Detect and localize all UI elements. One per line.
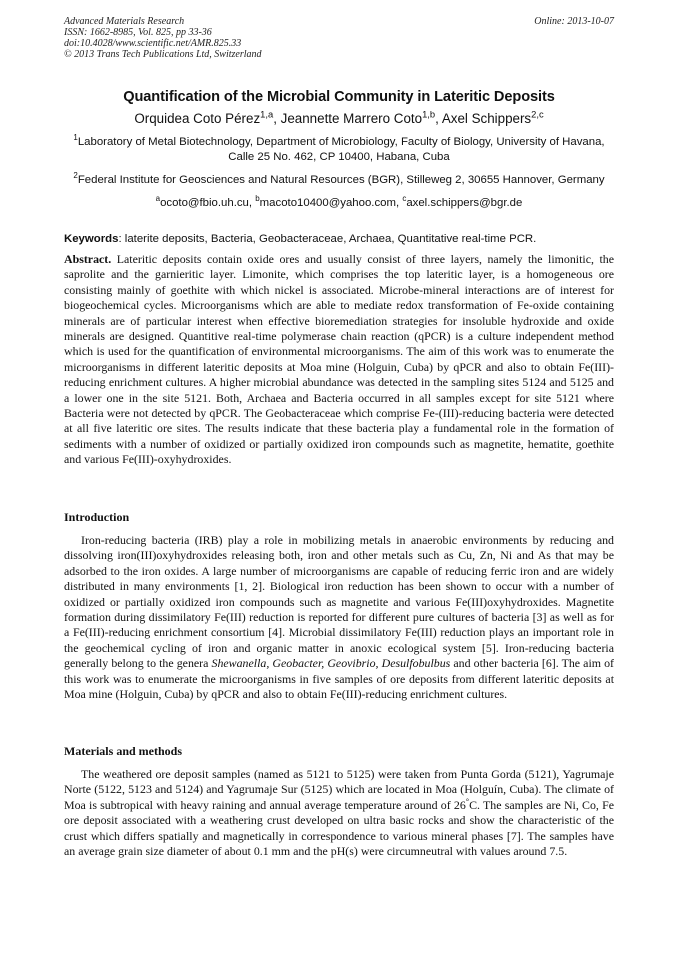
abstract-label: Abstract. <box>64 252 112 266</box>
author-affiliation-mark: 1,b <box>422 109 436 120</box>
email-mark: b <box>255 194 260 204</box>
author-separator: , <box>273 111 281 126</box>
degree-mark: ° <box>465 796 470 806</box>
author-name: Orquidea Coto Pérez <box>134 111 261 126</box>
journal-header <box>64 16 262 60</box>
author-list <box>64 110 614 127</box>
keywords-label: Keywords <box>64 233 119 245</box>
introduction-text: and other bacteria [6]. The aim of this work was to enumerate the microorganisms in five samples of ore deposits from different lateritic deposits at Moa mine (Holguin, Cuba) by qPCR and also to obtain Fe(III)-reducing enrichment cultures. <box>64 656 615 702</box>
materials-heading: Materials and methods <box>64 744 182 758</box>
introduction-heading: Introduction <box>64 510 130 524</box>
author-affiliation-mark: 2,c <box>531 109 544 120</box>
journal-copyright: © 2013 Trans Tech Publications Ltd, Switzerland <box>64 49 262 60</box>
title-block <box>64 88 614 211</box>
online-date: Online: 2013-10-07 <box>534 16 614 27</box>
affiliation-mark: 2 <box>73 171 78 181</box>
introduction-paragraph <box>64 533 614 702</box>
materials-text: C. The samples are Ni, Co, Fe ore deposit associated with a weathering crust developed on ultra basic rocks and show the characteristic of the crust which differs spatially and magnetically in correspondence to various mineral phases [7]. The samples have an average grain size diameter of about 0.1 mm and the pH(s) were circumneutral with values around 7.5. <box>64 797 614 859</box>
affiliation-1 <box>64 135 614 165</box>
author-separator: , <box>435 111 442 126</box>
materials-paragraph <box>64 767 614 859</box>
email-mark: a <box>155 194 161 204</box>
genera-italic: Shewanella, Geobacter, Geovibrio, Desulfobulbus <box>211 656 451 671</box>
journal-issn: ISSN: 1662-8985, Vol. 825, pp 33-36 <box>64 27 212 38</box>
journal-name: Advanced Materials Research <box>64 16 185 27</box>
affiliation-text: Laboratory of Metal Biotechnology, Department of Microbiology, Faculty of Biology, University of Havana, Calle 25 No. 462, CP 10400, Habana, Cuba <box>77 136 605 163</box>
journal-doi: doi:10.4028/www.scientific.net/AMR.825.33 <box>64 38 242 49</box>
email-separator: , <box>248 197 256 209</box>
materials-text: The weathered ore deposit samples (named as 5121 to 5125) were taken from Punta Gorda (5121), Yagrumaje Norte (5122, 5123 and 5124) and Yagrumaje Sur (5125) which are located in Moa (Holguín, Cuba). The climate of Moa is subtropical with heavy raining and annual average temperature around of 26 <box>64 767 614 812</box>
email-separator: , <box>395 197 403 209</box>
author-name: Jeannette Marrero Coto <box>280 111 423 126</box>
abstract <box>64 252 614 468</box>
email-address[interactable]: macoto10400@yahoo.com <box>259 197 396 209</box>
keywords <box>64 232 614 247</box>
email-address[interactable]: ocoto@fbio.uh.cu <box>160 197 249 209</box>
keywords-text: : laterite deposits, Bacteria, Geobacteraceae, Archaea, Quantitative real-time PCR. <box>118 233 537 245</box>
introduction-text: Iron-reducing bacteria (IRB) play a role in mobilizing metals in anaerobic environments by reducing and dissolving iron(III)oxyhydroxides releasing both, iron and other metals such as Cu, Zn, Ni and As that may be adsorbed to the iron oxides. A large number of microorganisms are capable of reducing ferric iron and are widely distributed in many environments [1, 2]. Biological iron reduction has been shown to occur with a number of oxidized or partially oxidized iron compounds such as magnetite and various Fe(III)oxyhydroxides. Magnetite formation during dissimilatory Fe(III) reduction is reported for different pure cultures of bacteria [3] as well as for a Fe(III)-reducing enrichment consortium [4]. Microbial dissimilatory Fe(III) reduction plays an important role in the geochemical cycling of iron and organic matter in anoxic ecological system [5]. Iron-reducing bacteria generally belong to the genera <box>64 533 614 671</box>
abstract-text: Lateritic deposits contain oxide ores and usually consist of three layers, namely the limonitic, the saprolite and the garnieritic layer. Limonite, which comprises the top lateritic layer, is a homogeneous ore consisting mainly of goethite with which nickel is associated. Microbe-mineral interactions are of interest for biogeochemical cycles. Microorganisms which are able to mediate redox transformation of Fe-oxide containing minerals are of particular interest when effective bioremediation strategies for insoluble hydroxide and oxide minerals are designed. Quantitive real-time polymerase chain reaction (qPCR) is a culture independent method which is used for the quantification of environmental microorganisms. The aim of this work was to enumerate the microorganisms in different lateritic deposits at Moa mine (Holguin, Cuba) by qPCR and also to obtain Fe(III)-reducing enrichment cultures. A higher microbial abundance was detected in the sampling sites 5124 and 5125 and a lower one in the site 5121. Both, Archaea and Bacteria occurred in all samples except for site 5121 where Bacteria were not detected by qPCR. The Geobacteraceae which comprise Fe-(III)-reducing bacteria were detected at all five lateritic ore sites. The results indicate that these bacteria play a fundamental role in the formation of sediments with a number of oxidized or partially oxidized iron compounds such as magnetite, hematite, goethite and various Fe(III)-oxyhydroxides. <box>64 252 614 467</box>
affiliation-2 <box>64 173 614 188</box>
author-affiliation-mark: 1,a <box>260 109 274 120</box>
author-name: Axel Schippers <box>441 111 532 126</box>
affiliation-mark: 1 <box>73 133 78 143</box>
email-list <box>64 196 614 211</box>
email-address[interactable]: axel.schippers@bgr.de <box>406 197 523 209</box>
affiliation-text: Federal Institute for Geosciences and Natural Resources (BGR), Stilleweg 2, 30655 Hannover, Germany <box>77 174 605 186</box>
paper-title: Quantification of the Microbial Community in Lateritic Deposits <box>123 89 555 105</box>
email-mark: c <box>402 194 407 204</box>
